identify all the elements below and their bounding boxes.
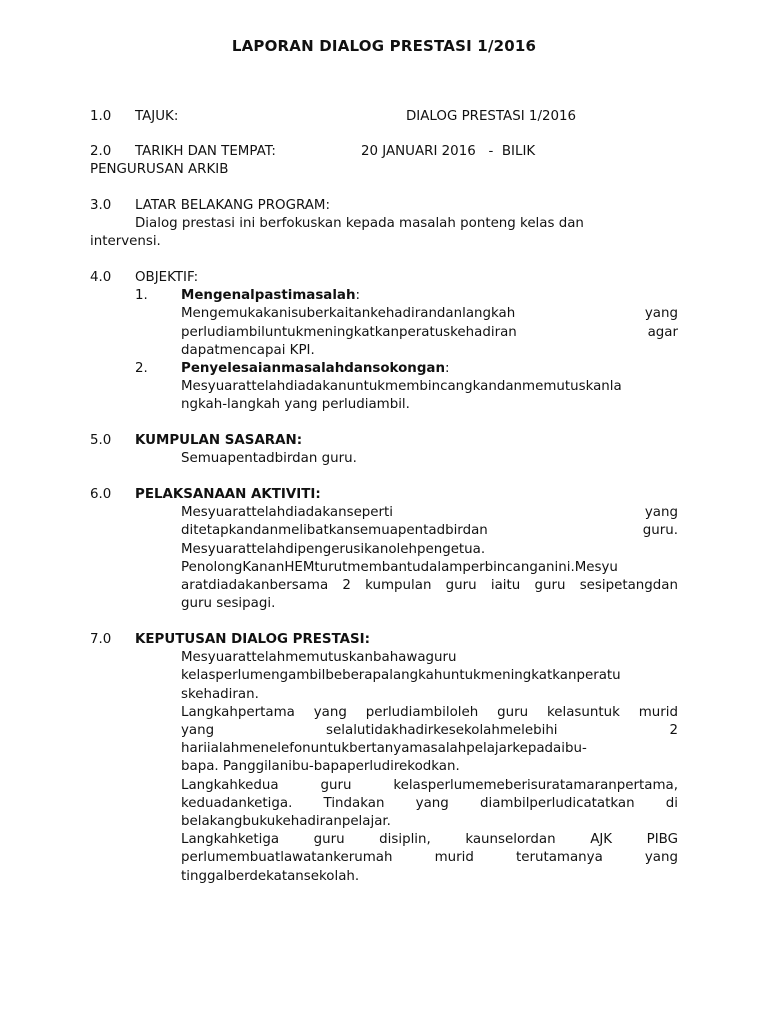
pelaksanaan-line: guru sesipagi. [181, 596, 276, 612]
keputusan-line: yang selalutidakhadirkesekolahmelebihi 2 [181, 723, 678, 739]
section-number: 4.0 [90, 270, 112, 285]
report-title: LAPORAN DIALOG PRESTASI 1/2016 [231, 37, 537, 55]
latar-line-1: Dialog prestasi ini berfokuskan kepada masalah ponteng kelas dan [135, 216, 584, 232]
latar-line-2: intervensi. [90, 234, 161, 250]
section-number: 5.0 [90, 433, 112, 448]
sasaran-line: Semuapentadbirdan guru. [181, 451, 357, 467]
pelaksanaan-line: PenolongKananHEMturutmembantudalamperbincanganini.Mesyu [181, 559, 618, 575]
keputusan-line: Mesyuarattelahmemutuskanbahawaguru [181, 650, 457, 666]
objektif-item [90, 287, 678, 360]
objektif-item [90, 360, 678, 415]
item-number: 2. [135, 361, 148, 377]
item-line: Mengemukakanisuberkaitankehadirandanlangkah yang [181, 306, 678, 322]
keputusan-line: Langkahpertama yang perludiambiloleh guru kelasuntuk murid [181, 704, 678, 720]
item-heading: Mengenalpastimasalah [181, 288, 356, 304]
keputusan-line: kelasperlumengambilbeberapalangkahuntukmeningkatkanperatu [181, 668, 621, 684]
keputusan-line: belakangbukukehadiranpelajar. [181, 814, 391, 830]
keputusan-line: keduadanketiga. Tindakan yang diambilperludicatatkan di [181, 795, 678, 811]
keputusan-line: hariialahmenelefonuntukbertanyamasalahpelajarkepadaibu- [181, 741, 587, 757]
item-line: Mesyuarattelahdiadakanuntukmembincangkandanmemutuskanla [181, 379, 622, 395]
section-label: TARIKH DAN TEMPAT: [135, 144, 276, 159]
section-kumpulan-sasaran [90, 432, 678, 468]
section-label: KEPUTUSAN DIALOG PRESTASI: [135, 632, 371, 647]
item-line: perludiambiluntukmeningkatkanperatuskehadiran agar [181, 324, 678, 340]
tajuk-value: DIALOG PRESTASI 1/2016 [406, 109, 577, 124]
section-latar-belakang [90, 197, 678, 252]
item-heading: Penyelesaianmasalahdansokongan [181, 361, 445, 377]
keputusan-line: perlumembuatlawatankerumah murid terutamanya yang [181, 850, 678, 866]
section-tajuk [90, 108, 678, 126]
section-pelaksanaan [90, 486, 678, 613]
tarikh-value: 20 JANUARI 2016 - BILIK [361, 144, 536, 159]
pelaksanaan-line: Mesyuarattelahdiadakanseperti yang [181, 505, 678, 521]
section-label: TAJUK: [135, 109, 179, 124]
item-line: dapatmencapai KPI. [181, 342, 315, 358]
item-number: 1. [135, 288, 148, 304]
section-number: 7.0 [90, 632, 112, 647]
section-tarikh-tempat [90, 143, 678, 179]
section-label: LATAR BELAKANG PROGRAM: [135, 198, 330, 213]
pelaksanaan-line: Mesyuarattelahdipengerusikanolehpengetua. [181, 541, 486, 557]
section-number: 2.0 [90, 144, 112, 159]
item-line: ngkah-langkah yang perludiambil. [181, 397, 410, 413]
keputusan-line: Langkahkedua guru kelasperlumemeberisuratamaranpertama, [181, 777, 678, 793]
keputusan-line: bapa. Panggilanibu-bapaperludirekodkan. [181, 759, 460, 775]
section-number: 6.0 [90, 487, 112, 502]
keputusan-line: tinggalberdekatansekolah. [181, 868, 360, 884]
section-label: PELAKSANAAN AKTIVITI: [135, 487, 321, 502]
section-objektif [90, 269, 678, 415]
keputusan-line: skehadiran. [181, 686, 259, 702]
section-label: KUMPULAN SASARAN: [135, 433, 303, 448]
item-colon: : [355, 288, 361, 304]
keputusan-line: Langkahketiga guru disiplin, kaunselordan AJK PIBG [181, 832, 678, 848]
section-label: OBJEKTIF: [135, 270, 199, 285]
section-number: 3.0 [90, 198, 112, 213]
pelaksanaan-line: ditetapkandanmelibatkansemuapentadbirdan guru. [181, 523, 678, 539]
section-keputusan [90, 631, 678, 886]
section-number: 1.0 [90, 109, 112, 124]
pelaksanaan-line: aratdiadakanbersama 2 kumpulan guru iaitu guru sesipetangdan [181, 578, 678, 594]
tarikh-value-cont: PENGURUSAN ARKIB [90, 162, 229, 178]
item-colon: : [445, 361, 450, 377]
